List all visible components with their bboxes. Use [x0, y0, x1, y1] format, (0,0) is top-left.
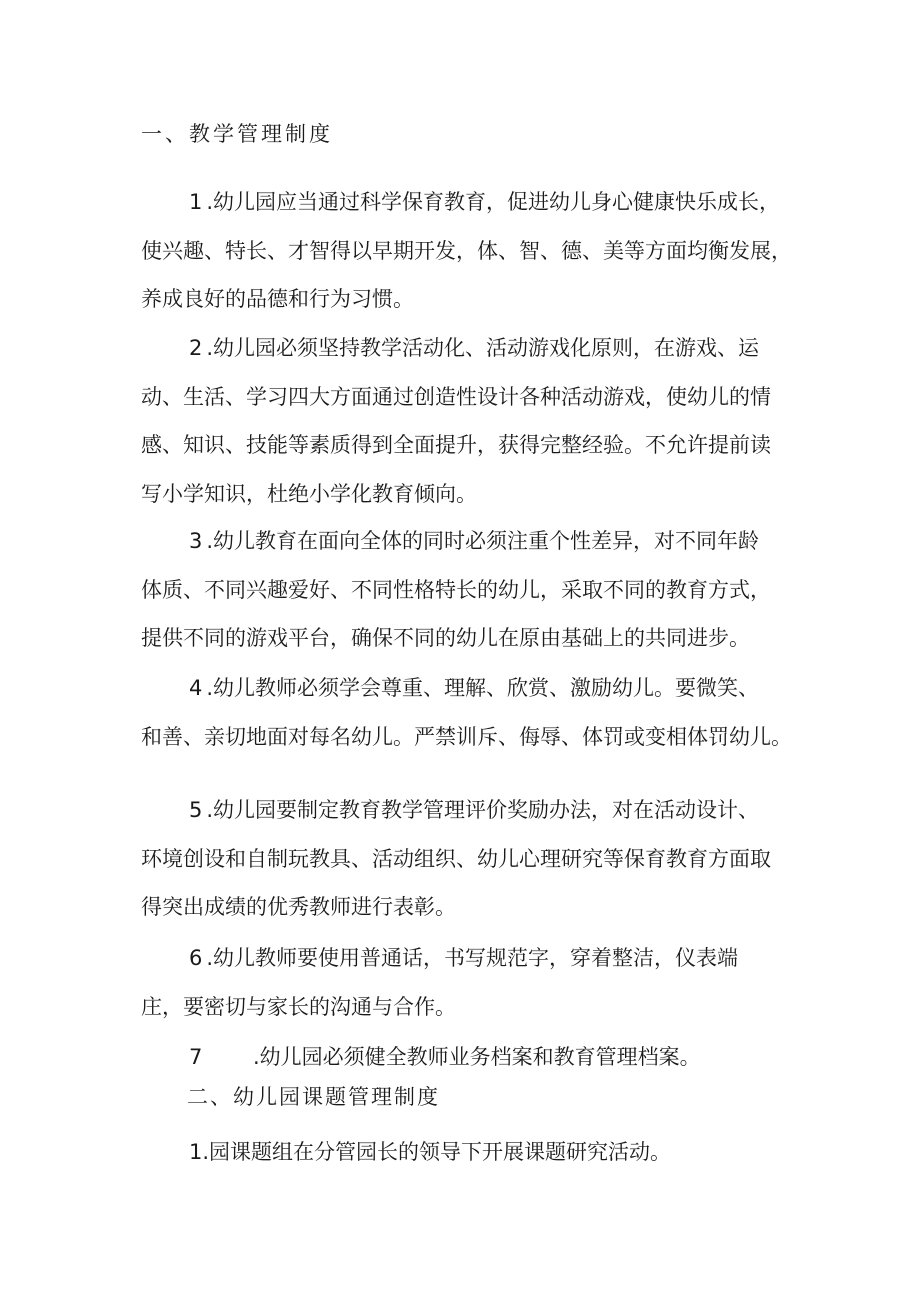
paragraph-item-3	[141, 517, 811, 663]
paragraph-line: 庄，要密切与家长的沟通与合作。	[141, 994, 456, 1019]
paragraph-line: 养成良好的品德和行为习惯。	[141, 287, 414, 311]
paragraph-line: 园课题组在分管园长的领导下开展课题研究活动。	[209, 1140, 672, 1164]
paragraph-line: .幼儿园要制定教育教学管理评价奖励办法，对在活动设计、	[206, 798, 760, 822]
paragraph-item-4	[141, 664, 811, 761]
paragraph-line: 体质、不同兴趣爱好、不同性格特长的幼儿，采取不同的教育方式，	[141, 577, 771, 602]
paragraph-item-1	[141, 178, 811, 324]
item-number: 5	[189, 798, 203, 822]
paragraph-line: .幼儿教育在面向全体的同时必须注重个性差异，对不同年龄	[206, 529, 760, 553]
item-number: 1	[189, 190, 203, 214]
item-number: 3	[189, 529, 203, 553]
paragraph-line: 和善、亲切地面对每名幼儿。严禁训斥、侮辱、体罚或变相体罚幼儿。	[141, 724, 792, 749]
paragraph-line: 提供不同的游戏平台，确保不同的幼儿在原由基础上的共同进步。	[141, 626, 750, 650]
paragraph-line: 感、知识、技能等素质得到全面提升，获得完整经验。不允许提前读	[141, 433, 771, 457]
paragraph-section2-item-1	[189, 1128, 859, 1177]
item-number: 7	[189, 1045, 203, 1069]
paragraph-line: .幼儿园应当通过科学保育教育，促进幼儿身心健康快乐成长，	[206, 190, 781, 214]
paragraph-line: .幼儿园必须健全教师业务档案和教育管理档案。	[253, 1045, 701, 1069]
paragraph-line: 动、生活、学习四大方面通过创造性设计各种活动游戏，使幼儿的情	[141, 384, 771, 409]
paragraph-line: 得突出成绩的优秀教师进行表彰。	[141, 895, 456, 919]
item-number: 2	[189, 336, 203, 360]
paragraph-line: .幼儿园必须坚持教学活动化、活动游戏化原则，在游戏、运	[206, 336, 760, 360]
item-number: 1.	[189, 1140, 210, 1164]
paragraph-line: 写小学知识，杜绝小学化教育倾向。	[141, 481, 477, 506]
paragraph-item-6	[141, 934, 811, 1031]
item-number: 6	[189, 946, 203, 970]
item-number: 4	[189, 676, 203, 700]
paragraph-item-2	[141, 324, 811, 518]
section-heading-project-management: 二、幼儿园课题管理制度	[187, 1085, 440, 1109]
section-heading-teaching-management: 一、教学管理制度	[141, 122, 333, 146]
paragraph-line: 使兴趣、特长、才智得以早期开发，体、智、德、美等方面均衡发展，	[141, 238, 792, 263]
paragraph-item-5	[141, 786, 811, 932]
paragraph-line: .幼儿教师要使用普通话，书写规范字，穿着整洁，仪表端	[206, 946, 739, 970]
paragraph-line: .幼儿教师必须学会尊重、理解、欣赏、激励幼儿。要微笑、	[206, 676, 760, 700]
paragraph-item-7	[141, 1033, 811, 1082]
paragraph-line: 环境创设和自制玩教具、活动组织、幼儿心理研究等保育教育方面取	[141, 846, 771, 871]
